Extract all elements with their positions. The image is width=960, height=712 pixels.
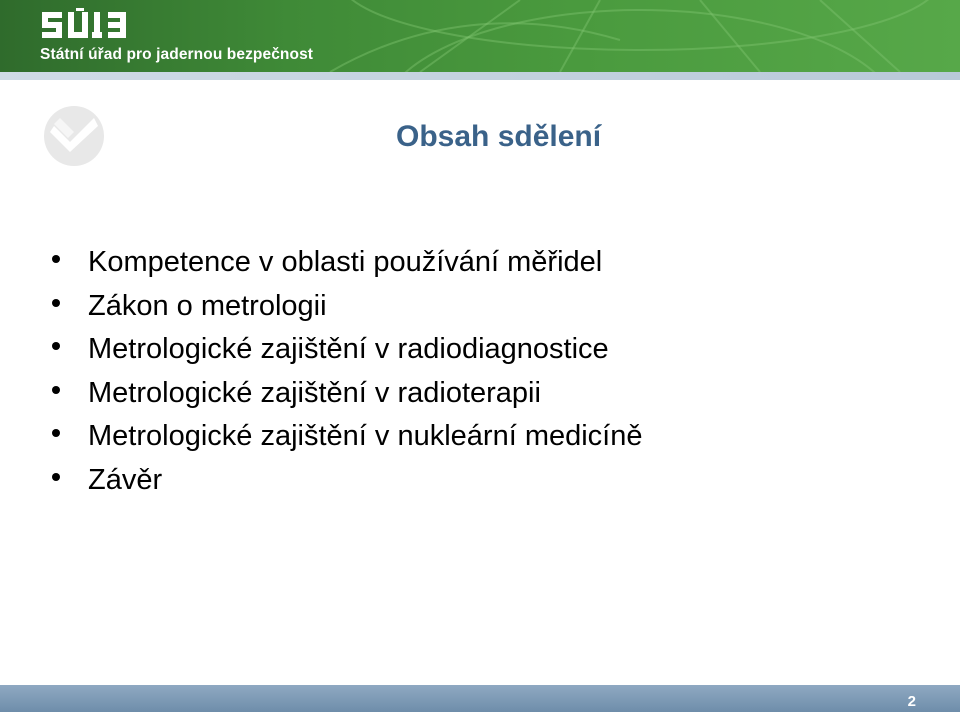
list-item-text: Závěr (88, 463, 163, 496)
header-banner (0, 0, 960, 72)
list-item-text: Metrologické zajištění v nukleární medicíně (88, 420, 643, 452)
list-item (52, 333, 642, 377)
list-item-text: Metrologické zajištění v radiodiagnostice (88, 333, 609, 365)
list-item (52, 464, 642, 508)
bullet-icon (52, 342, 60, 350)
list-item-text: Metrologické zajištění v radioterapii (88, 376, 541, 409)
bullet-icon (52, 473, 60, 481)
bullet-icon (52, 299, 60, 307)
agenda-list (52, 246, 642, 507)
bullet-icon (52, 255, 60, 263)
slide-title: Obsah sdělení (396, 120, 602, 153)
page-number: 2 (907, 693, 916, 710)
header-sub-stripe (0, 72, 960, 80)
list-item-text: Zákon o metrologii (88, 289, 327, 322)
list-item (52, 290, 642, 334)
list-item-text: Kompetence v oblasti používání měřidel (88, 246, 603, 278)
list-item (52, 246, 642, 290)
bullet-icon (52, 429, 60, 437)
list-item (52, 420, 642, 464)
list-item (52, 377, 642, 421)
footer-bar (0, 685, 960, 712)
sujb-emblem-icon (40, 104, 108, 168)
organization-name: Státní úřad pro jadernou bezpečnost (40, 46, 314, 63)
sujb-logo-icon (42, 8, 152, 42)
bullet-icon (52, 386, 60, 394)
